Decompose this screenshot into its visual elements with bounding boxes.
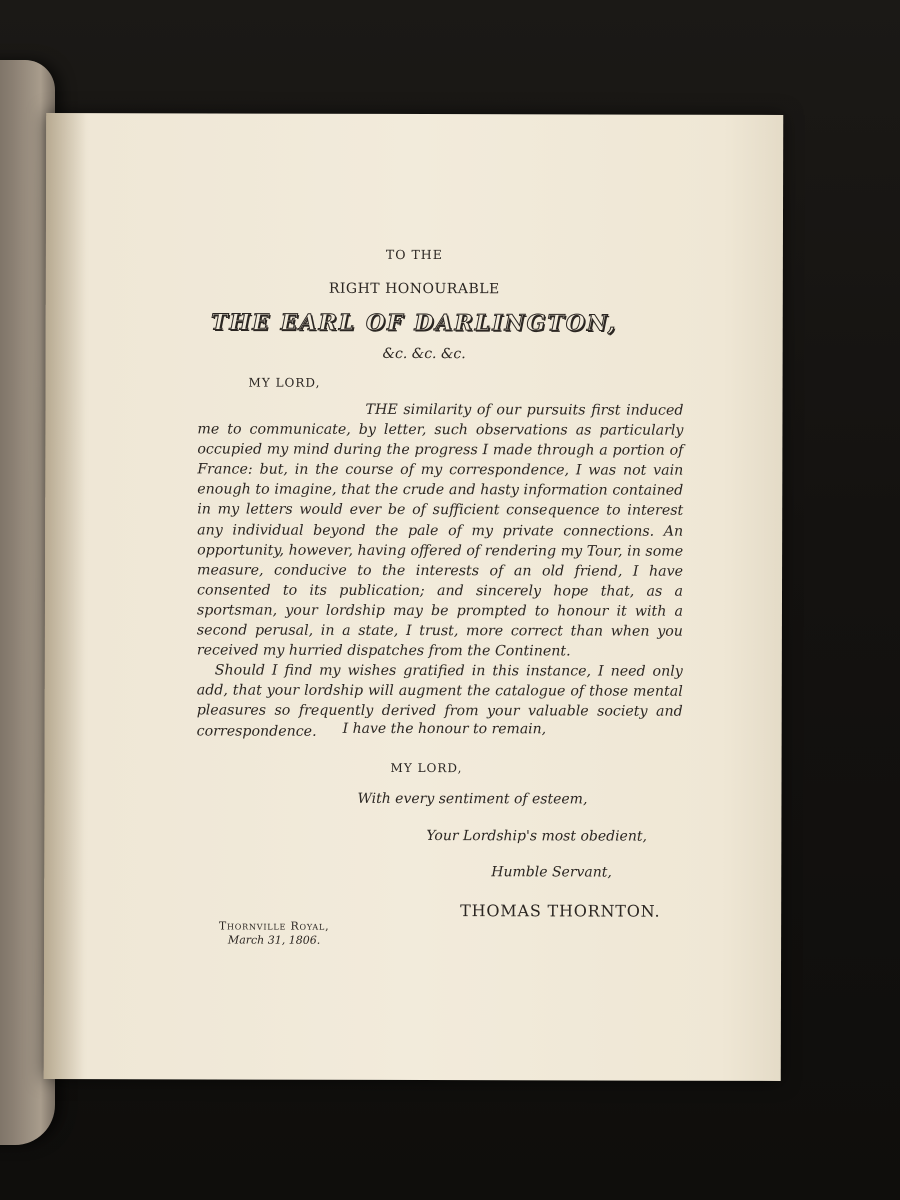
closing-line-4: Your Lordship's most obedient, <box>426 828 647 845</box>
etc-line: &c. &c. &c. <box>382 345 466 363</box>
closing-line-1: I have the honour to remain, <box>342 720 547 738</box>
signature: THOMAS THORNTON. <box>460 901 661 921</box>
letter-paragraph-1: THE similarity of our pursuits first induced me to communicate, by letter, such observations as particularly occupied my mind during the progress I made through a portion of France: but, in the course of my correspondence, I was not vain enough to imagine, that the crude and hasty information contained in my letters would ever be of sufficient consequence to interest any individual beyond the pale of my private connections. An opportunity, however, having offered of rendering my Tour, in some measure, conducive to the interests of an old friend, I have consented to its publication; and sincerely hope that, as a sportsman, your lordship may be prompted to honour it with a second perusal, in a state, I trust, more correct than when you received my hurried dispatches from the Continent. <box>196 401 684 660</box>
heading-to-the: TO THE <box>385 246 443 263</box>
salutation: MY LORD, <box>248 375 321 390</box>
letter-body <box>197 399 684 742</box>
closing-line-3: With every sentiment of esteem, <box>357 790 588 808</box>
closing-line-2: MY LORD, <box>390 760 463 776</box>
dedication-page <box>44 113 784 1081</box>
letter-paragraph-2: Should I find my wishes gratified in this instance, I need only add, that your lordship will augment the catalogue of those mental pleasures so frequently derived from your valuable society and correspondence. <box>196 662 683 740</box>
closing-line-5: Humble Servant, <box>491 864 612 881</box>
heading-right-honourable: RIGHT HONOURABLE <box>328 280 500 298</box>
place: Thornville Royal, <box>218 919 330 933</box>
place-and-date <box>194 919 354 947</box>
addressee-title: THE EARL OF DARLINGTON, <box>211 309 618 337</box>
date: March 31, 1806. <box>227 933 321 947</box>
